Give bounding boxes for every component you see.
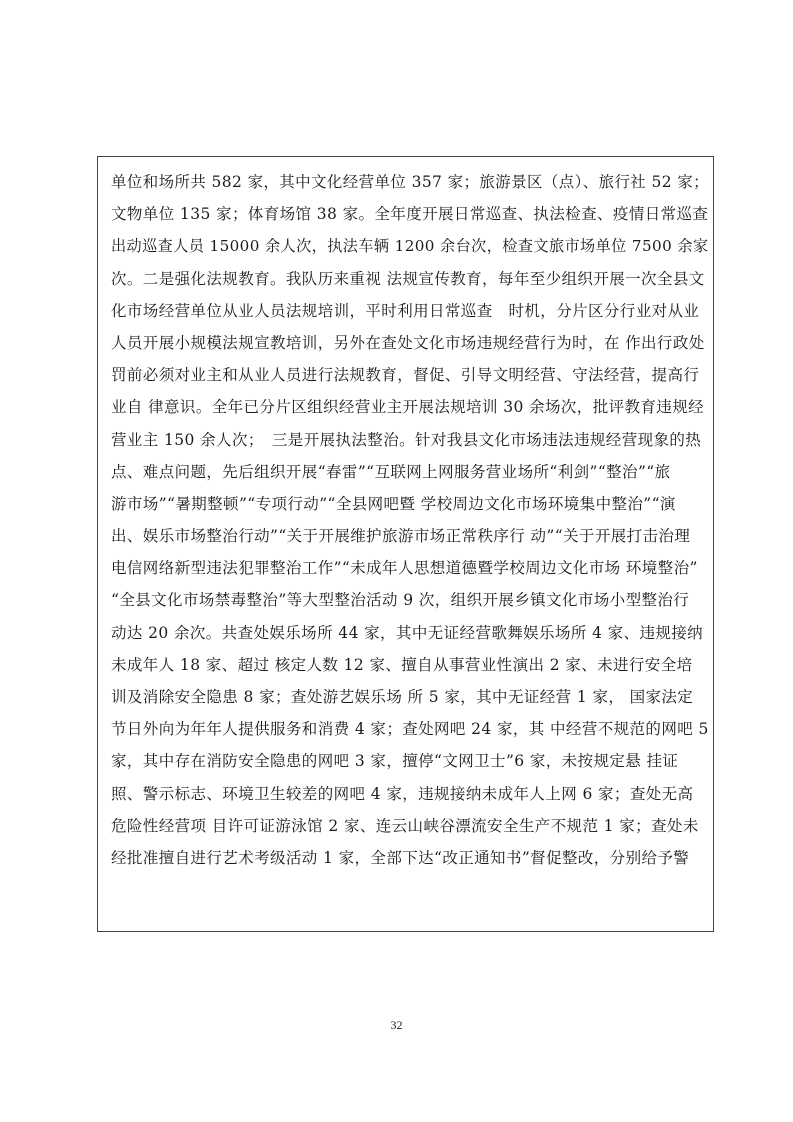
text-line: 出、娱乐市场整治行动”“关于开展维护旅游市场正常秩序行 动”“关于开展打击治理 (111, 527, 691, 546)
text-line: 营业主 150 余人次； 三是开展执法整治。针对我县文化市场违法违规经营现象的热 (111, 430, 702, 449)
text-line: 罚前必须对业主和从业人员进行法规教育，督促、引导文明经营、守法经营，提高行 (111, 366, 700, 385)
text-line: 人员开展小规模法规宣教培训，另外在查处文化市场违规经营行为时，在 作出行政处 (111, 333, 705, 352)
text-line: 训及消除安全隐患 8 家；查处游艺娱乐场 所 5 家，其中无证经营 1 家， 国家法定 (111, 688, 694, 706)
text-line: 经批准擅自进行艺术考级活动 1 家，全部下达“改正通知书”督促整改，分别给予警 (111, 848, 690, 867)
text-line: 电信网络新型违法犯罪整治工作”“未成年人思想道德暨学校周边文化市场 环境整治” (111, 559, 698, 578)
text-line: 文物单位 135 家；体育场馆 38 家。全年度开展日常巡查、执法检查、疫情日常巡查 (111, 205, 709, 224)
text-line: 家，其中存在消防安全隐患的网吧 3 家，擅停“文网卫士”6 家，未按规定悬 挂证 (111, 752, 679, 771)
text-line: 动达 20 余次。共查处娱乐场所 44 家，其中无证经营歌舞娱乐场所 4 家、违规接纳 (111, 623, 704, 642)
text-line: 未成年人 18 家、超过 核定人数 12 家、擅自从事营业性演出 2 家、未进行安全培 (111, 655, 693, 674)
text-line: 次。二是强化法规教育。我队历来重视 法规宣传教育，每年至少组织开展一次全县文 (111, 269, 705, 288)
text-line: 业自 律意识。全年已分片区组织经营业主开展法规培训 30 余场次，批评教育违规经 (111, 398, 705, 417)
text-line: “全县文化市场禁毒整治”等大型整治活动 9 次，组织开展乡镇文化市场小型整治行 (111, 591, 690, 610)
text-line: 节日外向为年年人提供服务和消费 4 家；查处网吧 24 家，其 中经营不规范的网吧 5 (111, 720, 709, 739)
text-line: 游市场”“暑期整顿”“专项行动”“全县网吧暨 学校周边文化市场环境集中整治”“演 (111, 494, 676, 513)
text-line: 照、警示标志、环境卫生较差的网吧 4 家，违规接纳未成年人上网 6 家；查处无高 (111, 784, 694, 803)
text-line: 危险性经营项 目许可证游泳馆 2 家、连云山峡谷漂流安全生产不规范 1 家；查处未 (111, 816, 699, 835)
text-line: 化市场经营单位从业人员法规培训，平时利用日常巡查 时机，分片区分行业对从业 (111, 301, 700, 320)
text-line: 单位和场所共 582 家，其中文化经营单位 357 家；旅游景区（点）、旅行社 52 家； (111, 173, 710, 191)
text-line: 出动巡查人员 15000 余人次，执法车辆 1200 余台次，检查文旅市场单位 7500 余家 (111, 237, 709, 256)
body-text (111, 166, 709, 874)
page-number: 32 (390, 1018, 403, 1032)
text-line: 点、难点问题，先后组织开展“春雷”“互联网上网服务营业场所“利剑”“整治”“旅 (111, 462, 671, 481)
